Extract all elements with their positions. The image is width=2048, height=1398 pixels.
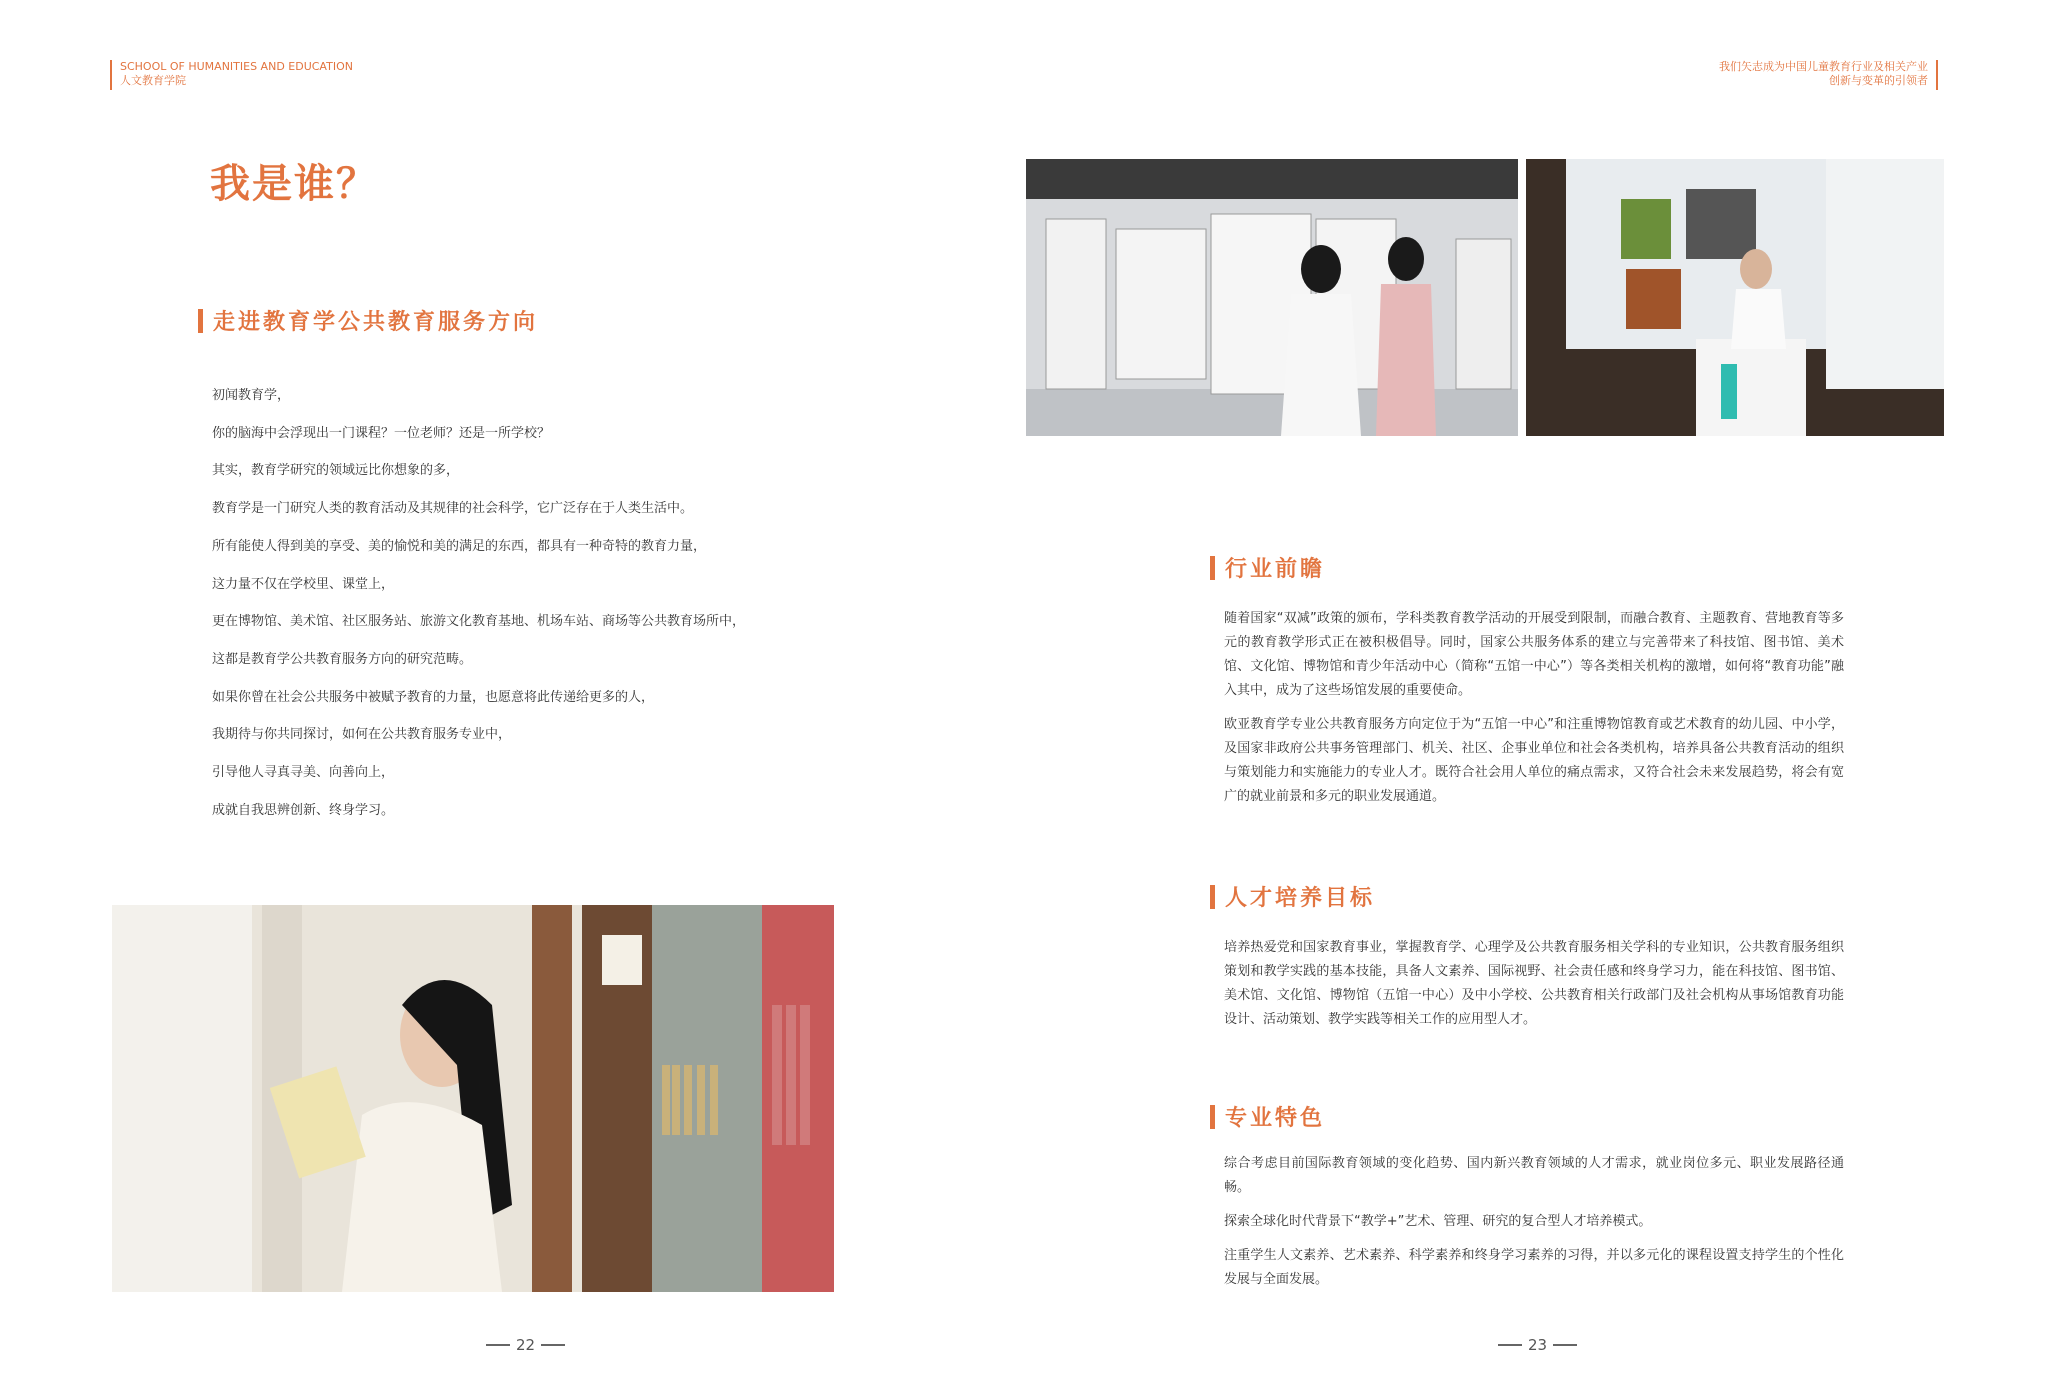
- page-number: 23: [1528, 1336, 1548, 1354]
- poem-line: 其实，教育学研究的领域远比你想象的多，: [212, 463, 460, 479]
- poem-line: 这都是教育学公共教育服务方向的研究范畴。: [212, 651, 473, 667]
- paragraph: 随着国家“双减”政策的颁布，学科类教育教学活动的开展受到限制，而融合教育、主题教育、营地教育等多元的教育教学形式正在被积极倡导。同时，国家公共服务体系的建立与完善带来了科技馆、图书馆、美术馆、文化馆、博物馆和青少年活动中心（简称“五馆一中心”）等各类相关机构的激增，如何将“教育功能”融入其中，成为了这些场馆发展的重要使命。: [1224, 611, 1844, 698]
- slogan-line-2: 创新与变革的引领者: [1829, 74, 1928, 87]
- section-heading-text: 走进教育学公共教育服务方向: [213, 310, 539, 335]
- poem-line: 我期待与你共同探讨，如何在公共教育服务专业中，: [212, 727, 512, 743]
- paragraph: 欧亚教育学专业公共教育服务方向定位于为“五馆一中心”和注重博物馆教育或艺术教育的幼儿园、中小学，及国家非政府公共事务管理部门、机关、社区、企事业单位和社会各类机构，培养具备公共教育活动的组织与策划能力和实施能力的专业人才。既符合社会用人单位的痛点需求，又符合社会未来发展趋势，将会有宽广的就业前景和多元的职业发展通道。: [1224, 717, 1844, 804]
- exhibition-photo-illustration: [1026, 159, 1518, 436]
- paragraph: 培养热爱党和国家教育事业，掌握教育学、心理学及公共教育服务相关学科的专业知识，公共教育服务组织策划和教学实践的基本技能，具备人文素养、国际视野、社会责任感和终身学习力，能在科技馆、图书馆、美术馆、文化馆、博物馆（五馆一中心）及中小学校、公共教育相关行政部门及社会机构从事场馆教育功能设计、活动策划、教学实践等相关工作的应用型人才。: [1224, 940, 1844, 1027]
- poem-line: 教育学是一门研究人类的教育活动及其规律的社会科学，它广泛存在于人类生活中。: [212, 501, 694, 517]
- footer-dash: [541, 1344, 565, 1346]
- talent-goal-text: [1224, 936, 1844, 1042]
- heading-marker: [1210, 556, 1215, 580]
- footer-dash: [1553, 1344, 1577, 1346]
- page-number: 22: [516, 1336, 536, 1354]
- library-photo-illustration: [112, 905, 834, 1292]
- industry-outlook-text: [1224, 607, 1844, 819]
- section-heading-text: 专业特色: [1225, 1106, 1326, 1131]
- poem-line: 引导他人寻真寻美、向善向上，: [212, 765, 395, 781]
- poem-line: 成就自我思辨创新、终身学习。: [212, 802, 395, 818]
- page-title: 我是谁？: [210, 161, 378, 207]
- poem-line: 如果你曾在社会公共服务中被赋予教育的力量，也愿意将此传递给更多的人，: [212, 689, 655, 705]
- header-left: [110, 60, 353, 90]
- paragraph: 综合考虑目前国际教育领域的变化趋势、国内新兴教育领域的人才需求，就业岗位多元、职业发展路径通畅。: [1224, 1156, 1844, 1195]
- footer-dash: [1498, 1344, 1522, 1346]
- library-reading-photo: [112, 905, 834, 1292]
- section-heading-text: 行业前瞻: [1225, 557, 1326, 582]
- slogan-line-1: 我们矢志成为中国儿童教育行业及相关产业: [1719, 60, 1928, 73]
- exhibition-photo: [1026, 159, 1518, 436]
- poem-line: 这力量不仅在学校里、课堂上，: [212, 576, 395, 592]
- lecture-photo: [1526, 159, 1944, 436]
- section-heading-industry: [1210, 552, 1325, 583]
- section-heading-intro: [198, 305, 538, 336]
- section-heading-talent: [1210, 881, 1375, 912]
- heading-marker: [1210, 1105, 1215, 1129]
- lecture-photo-illustration: [1526, 159, 1944, 436]
- poem-line: 初闻教育学，: [212, 388, 291, 403]
- paragraph: 注重学生人文素养、艺术素养、科学素养和终身学习素养的习得，并以多元化的课程设置支持学生的个性化发展与全面发展。: [1224, 1248, 1844, 1287]
- heading-marker: [1210, 885, 1215, 909]
- school-name-cn: 人文教育学院: [120, 74, 186, 87]
- program-features-text: [1224, 1152, 1844, 1302]
- footer-dash: [486, 1344, 510, 1346]
- page-number-right: [1492, 1336, 1583, 1354]
- poem-line: 更在博物馆、美术馆、社区服务站、旅游文化教育基地、机场车站、商场等公共教育场所中，: [212, 614, 746, 630]
- school-name-en: SCHOOL OF HUMANITIES AND EDUCATION: [120, 60, 353, 73]
- intro-poem: [212, 377, 812, 829]
- section-heading-text: 人才培养目标: [1225, 886, 1376, 911]
- page-number-left: [480, 1336, 571, 1354]
- poem-line: 所有能使人得到美的享受、美的愉悦和美的满足的东西，都具有一种奇特的教育力量，: [212, 538, 707, 554]
- section-heading-features: [1210, 1101, 1325, 1132]
- poem-line: 你的脑海中会浮现出一门课程？一位老师？还是一所学校？: [212, 425, 551, 441]
- paragraph: 探索全球化时代背景下“教学+”艺术、管理、研究的复合型人才培养模式。: [1224, 1214, 1652, 1229]
- header-right: [1719, 60, 1938, 90]
- heading-marker: [198, 309, 203, 333]
